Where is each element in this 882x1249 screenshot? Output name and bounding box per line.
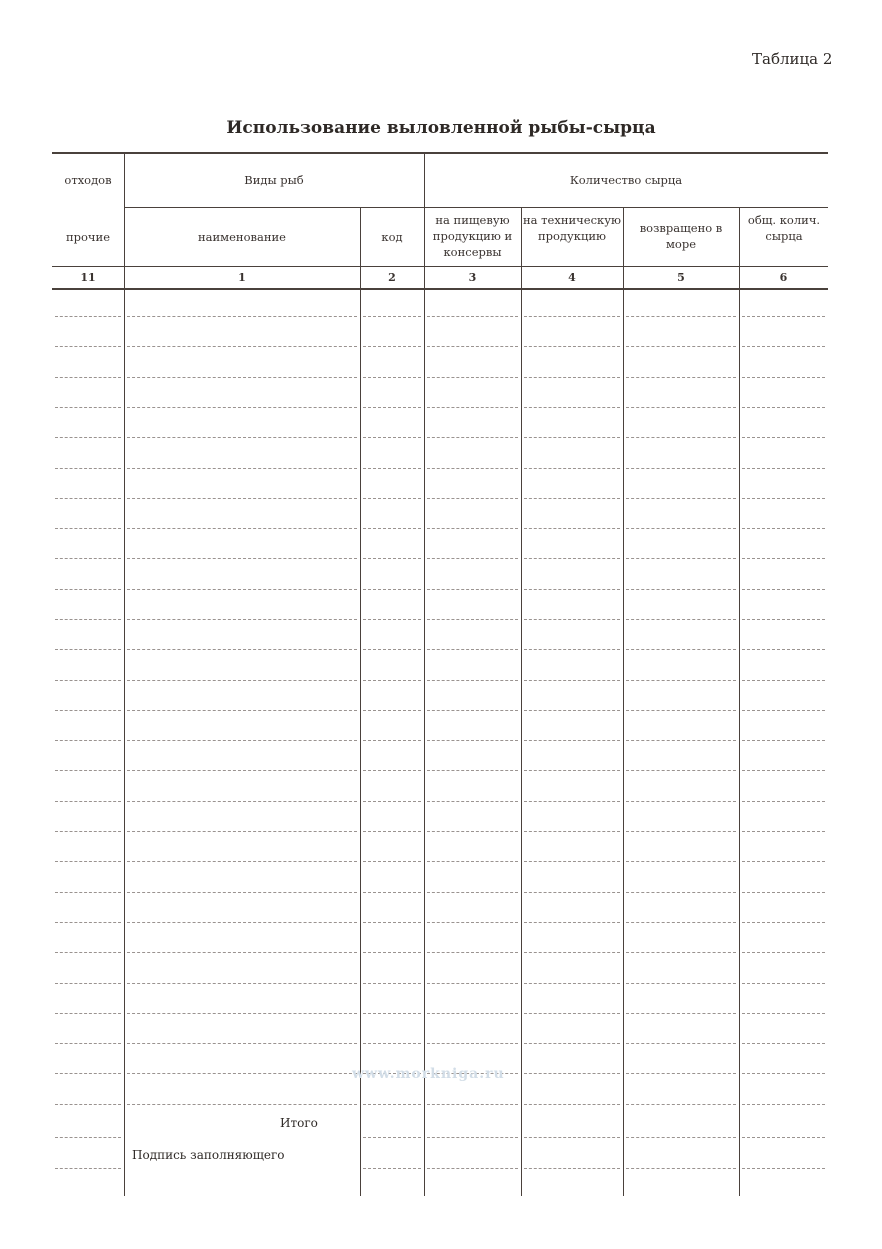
row-rule [626,316,736,317]
row-rule [427,468,518,469]
column-number: 11 [80,271,96,284]
row-rule [524,619,620,620]
column-divider [124,152,125,1196]
row-rule [127,861,357,862]
row-rule [427,1137,518,1138]
row-rule [427,1043,518,1044]
row-rule [363,680,421,681]
row-rule [55,892,121,893]
row-rule [363,892,421,893]
table-top-rule [52,152,828,154]
row-rule [427,498,518,499]
column-divider [739,207,740,1196]
row-rule [363,770,421,771]
row-rule [55,316,121,317]
row-rule [363,861,421,862]
row-rule [427,1168,518,1169]
row-rule [127,770,357,771]
row-rule [524,801,620,802]
row-rule [427,649,518,650]
row-rule [524,710,620,711]
row-rule [363,1013,421,1014]
row-rule [363,377,421,378]
row-rule [55,468,121,469]
row-rule [742,770,825,771]
row-rule [626,437,736,438]
row-rule [742,346,825,347]
row-rule [363,619,421,620]
row-rule [127,346,357,347]
row-rule [626,498,736,499]
row-rule [626,619,736,620]
row-rule [427,437,518,438]
row-rule [55,740,121,741]
row-rule [427,740,518,741]
table-number-label: Таблица 2 [752,50,833,68]
row-rule [742,558,825,559]
row-rule [524,1013,620,1014]
header-kod: код [381,230,403,244]
row-rule [742,468,825,469]
row-rule [742,861,825,862]
header-tekhnicheskuyu: на техническую продукцию [523,213,621,243]
row-rule [127,407,357,408]
row-rule [127,558,357,559]
row-rule [626,1073,736,1074]
row-rule [524,377,620,378]
row-rule [524,892,620,893]
row-rule [524,1168,620,1169]
row-rule [127,1073,357,1074]
row-rule [55,649,121,650]
row-rule [55,589,121,590]
row-rule [427,589,518,590]
row-rule [363,437,421,438]
row-rule [55,377,121,378]
row-rule [127,983,357,984]
row-rule [742,1137,825,1138]
row-rule [127,740,357,741]
row-rule [363,1137,421,1138]
watermark: www.morkniga.ru [352,1066,505,1082]
row-rule [427,680,518,681]
row-rule [363,1168,421,1169]
row-rule [127,892,357,893]
row-rule [524,528,620,529]
row-rule [127,649,357,650]
row-rule [427,801,518,802]
row-rule [742,710,825,711]
row-rule [524,1043,620,1044]
row-rule [626,377,736,378]
row-rule [55,801,121,802]
row-rule [626,801,736,802]
row-rule [427,892,518,893]
column-divider [623,207,624,1196]
row-rule [427,710,518,711]
row-rule [55,952,121,953]
row-rule [127,437,357,438]
row-rule [742,922,825,923]
column-number: 1 [238,271,246,284]
row-rule [742,437,825,438]
row-rule [55,680,121,681]
row-rule [363,649,421,650]
row-rule [742,498,825,499]
row-rule [427,1013,518,1014]
row-rule [363,1104,421,1105]
row-rule [626,1168,736,1169]
row-rule [524,316,620,317]
row-rule [55,1043,121,1044]
row-rule [742,1168,825,1169]
row-rule [55,528,121,529]
row-rule [524,922,620,923]
header-vidy-ryb: Виды рыб [244,173,304,187]
row-rule [626,892,736,893]
column-number: 3 [468,271,477,284]
row-rule [626,770,736,771]
row-rule [742,740,825,741]
row-rule [363,710,421,711]
row-rule [363,589,421,590]
row-rule [55,922,121,923]
row-rule [742,983,825,984]
row-rule [742,1104,825,1105]
row-rule [55,1168,121,1169]
row-rule [55,831,121,832]
row-rule [626,680,736,681]
row-rule [626,1013,736,1014]
header-bottom-rule [52,266,828,267]
row-rule [55,1104,121,1105]
column-number: 5 [677,271,685,284]
row-rule [127,801,357,802]
row-rule [55,770,121,771]
row-rule [127,589,357,590]
header-obshch: общ. колич. сырца [747,213,821,243]
row-rule [742,649,825,650]
row-rule [626,861,736,862]
row-rule [524,770,620,771]
row-rule [363,468,421,469]
row-rule [524,680,620,681]
row-rule [427,528,518,529]
row-rule [626,831,736,832]
row-rule [127,1104,357,1105]
row-rule [427,407,518,408]
row-rule [127,619,357,620]
row-rule [427,377,518,378]
row-rule [742,589,825,590]
row-rule [626,589,736,590]
row-rule [55,861,121,862]
row-rule [742,407,825,408]
row-rule [626,1043,736,1044]
row-rule [742,528,825,529]
row-rule [626,407,736,408]
row-rule [127,680,357,681]
row-rule [626,468,736,469]
row-rule [742,1043,825,1044]
row-rule [55,558,121,559]
row-rule [524,589,620,590]
row-rule [427,831,518,832]
numbers-bottom-rule [52,288,828,290]
row-rule [127,710,357,711]
row-rule [363,558,421,559]
row-rule [427,558,518,559]
header-vozvrashcheno: возвращено в море [639,221,723,251]
row-rule [742,952,825,953]
row-rule [742,680,825,681]
row-rule [55,710,121,711]
column-divider [424,152,425,1196]
row-rule [742,801,825,802]
column-divider [360,207,361,1196]
header-pishchevuyu: на пищевую продукцию и консервы [432,213,513,259]
row-rule [363,952,421,953]
row-rule [742,1013,825,1014]
row-rule [427,346,518,347]
row-rule [524,649,620,650]
row-rule [626,649,736,650]
row-rule [127,377,357,378]
row-rule [742,619,825,620]
row-rule [127,1043,357,1044]
row-rule [524,1073,620,1074]
row-rule [524,468,620,469]
row-rule [524,861,620,862]
row-rule [363,801,421,802]
row-rule [363,740,421,741]
row-rule [363,831,421,832]
row-rule [427,861,518,862]
row-rule [55,619,121,620]
row-rule [524,1137,620,1138]
row-rule [363,346,421,347]
row-rule [363,316,421,317]
row-rule [363,983,421,984]
row-rule [55,1073,121,1074]
row-rule [127,498,357,499]
document-title: Использование выловленной рыбы-сырца [226,118,656,138]
itogo-label: Итого [280,1116,318,1130]
row-rule [742,316,825,317]
row-rule [742,1073,825,1074]
row-rule [127,952,357,953]
column-number: 4 [568,271,576,284]
header-naimenovanie: наименование [198,230,286,244]
row-rule [524,952,620,953]
column-number: 2 [388,271,396,284]
row-rule [55,983,121,984]
row-rule [55,407,121,408]
row-rule [524,498,620,499]
row-rule [626,558,736,559]
row-rule [127,831,357,832]
row-rule [626,1104,736,1105]
row-rule [363,498,421,499]
row-rule [363,1043,421,1044]
row-rule [55,1137,121,1138]
row-rule [626,952,736,953]
row-rule [524,437,620,438]
row-rule [626,710,736,711]
row-rule [427,1104,518,1105]
row-rule [524,831,620,832]
column-divider [521,207,522,1196]
row-rule [427,619,518,620]
row-rule [55,1013,121,1014]
row-rule [626,922,736,923]
row-rule [524,558,620,559]
row-rule [127,528,357,529]
row-rule [524,1104,620,1105]
header-prochie: прочие [65,230,111,244]
row-rule [427,316,518,317]
row-rule [427,922,518,923]
row-rule [427,952,518,953]
row-rule [127,316,357,317]
row-rule [55,346,121,347]
row-rule [626,346,736,347]
row-rule [55,437,121,438]
row-rule [626,1137,736,1138]
row-rule [626,528,736,529]
row-rule [127,1013,357,1014]
header-otkhodov: отходов [64,173,112,187]
row-rule [55,498,121,499]
row-rule [427,770,518,771]
header-mid-rule [124,207,828,208]
row-rule [742,892,825,893]
row-rule [363,922,421,923]
row-rule [742,831,825,832]
row-rule [524,407,620,408]
row-rule [363,528,421,529]
row-rule [742,377,825,378]
row-rule [626,983,736,984]
row-rule [524,740,620,741]
signature-label: Подпись заполняющего [132,1148,285,1162]
row-rule [127,922,357,923]
header-kolichestvo: Количество сырца [569,173,683,187]
row-rule [524,983,620,984]
row-rule [127,468,357,469]
row-rule [427,983,518,984]
row-rule [363,407,421,408]
row-rule [524,346,620,347]
column-number: 6 [779,271,788,284]
row-rule [626,740,736,741]
